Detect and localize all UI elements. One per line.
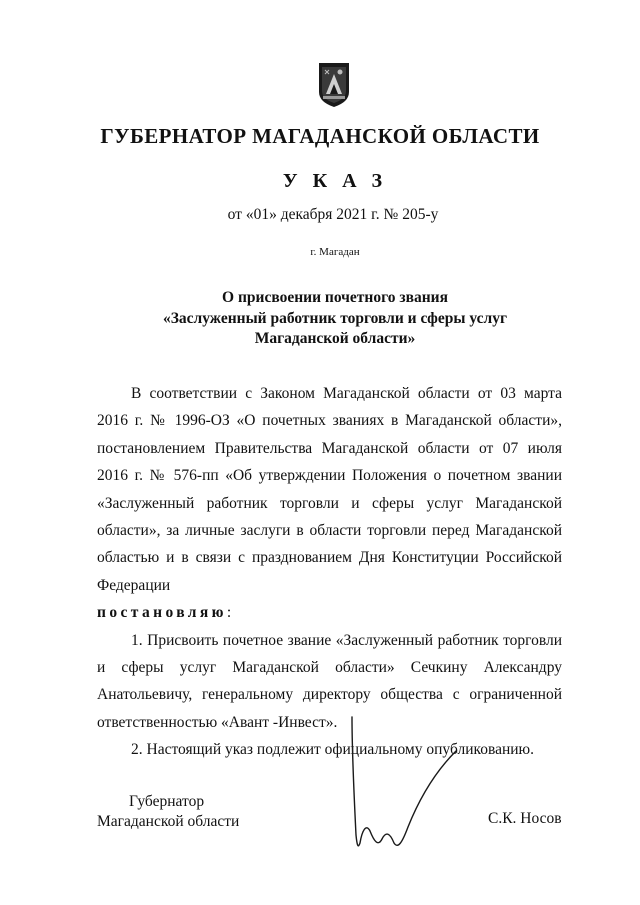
position-line: Магаданской области xyxy=(97,813,240,830)
position-line: Губернатор xyxy=(129,793,205,810)
place-of-issue: г. Магадан xyxy=(310,246,360,258)
signatory-name: С.К. Носов xyxy=(488,810,562,827)
coat-of-arms-icon xyxy=(318,62,350,108)
issuer-heading: ГУБЕРНАТОР МАГАДАНСКОЙ ОБЛАСТИ xyxy=(100,124,540,148)
preamble-paragraph: В соответствии с Законом Магаданской области от 03 марта 2016 г. № 1996-ОЗ «О почетных званиях в Магаданской области», постановлением Правительства Магаданской области от 07 июля 2016 г. № 576-пп «Об утверждении Положения о почетном звании «Заслуженный работник торговли и сферы услуг Магаданской области», за личные заслуги в области торговли перед Магаданской областью и в связи с празднованием Дня Конституции Российской Федерации xyxy=(97,385,562,594)
item-paragraph: 2. Настоящий указ подлежит официальному опубликованию. xyxy=(131,741,535,759)
decree-colon: : xyxy=(226,604,232,622)
item-paragraph: 1. Присвоить почетное звание «Заслуженный работник торговли и сферы услуг Магаданской области» Сечкину Александру Анатольевичу, генеральному директору общества с ограниченной ответственностью «Авант -Инвест». xyxy=(97,631,562,731)
document-type: У К А З xyxy=(282,170,388,192)
document-title xyxy=(0,288,640,350)
handwritten-signature xyxy=(340,715,470,865)
decree-word: постановляю xyxy=(97,604,227,622)
decree-line xyxy=(97,599,562,626)
title-line: «Заслуженный работник торговли и сферы услуг xyxy=(162,309,507,327)
date-and-number: от «01» декабря 2021 г. № 205-у xyxy=(227,206,439,223)
document-body xyxy=(97,380,562,764)
signatory-position xyxy=(97,792,239,832)
title-line: О присвоении почетного звания xyxy=(222,289,448,306)
title-line: Магаданской области» xyxy=(254,330,416,347)
